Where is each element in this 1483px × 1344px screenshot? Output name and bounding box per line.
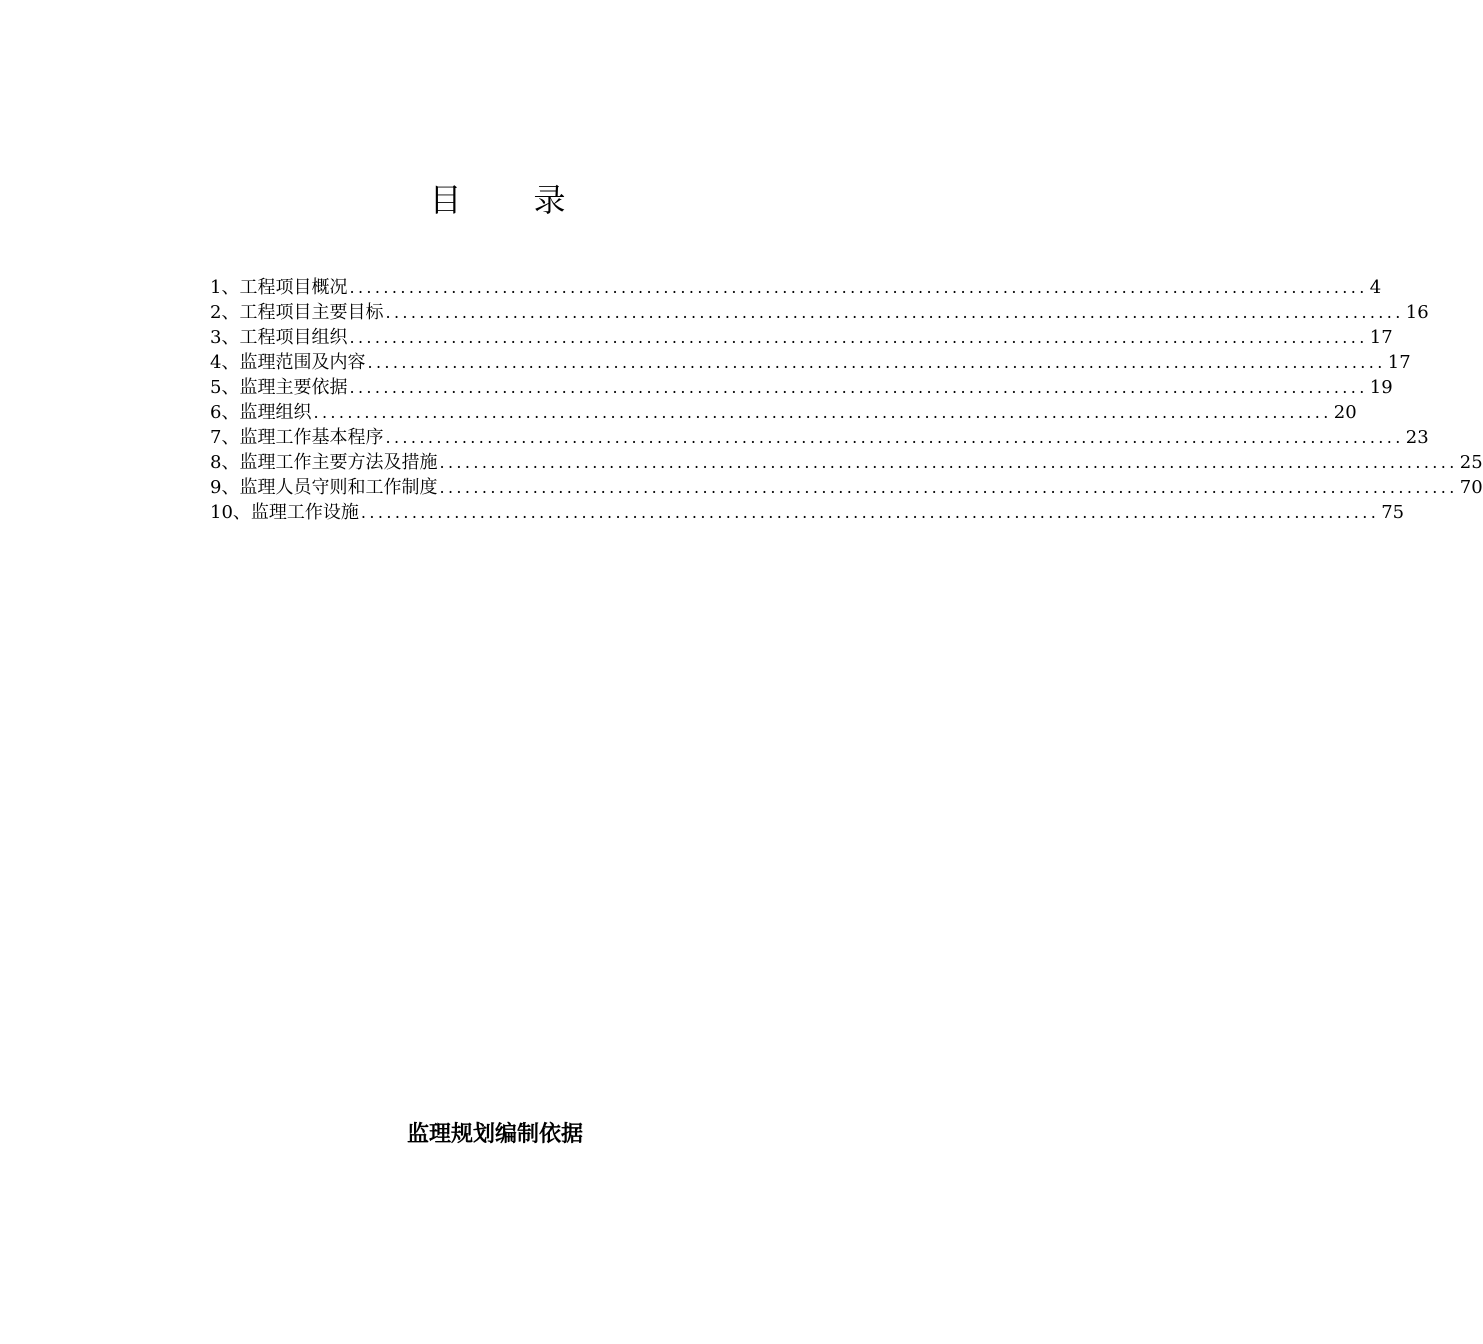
toc-entry-label: 10、监理工作设施 [210, 502, 359, 523]
toc-entry[interactable] [210, 325, 1393, 350]
toc-entry-page: 19 [1369, 377, 1393, 398]
toc-entry-page: 75 [1381, 502, 1405, 523]
toc-title [0, 178, 995, 222]
toc-leader-dots: ........................................................................................................................ [385, 303, 1404, 322]
toc-list [210, 275, 1483, 525]
toc-entry-label: 2、工程项目主要目标 [210, 302, 384, 323]
toc-entry-label: 3、工程项目组织 [210, 327, 348, 348]
toc-entry-page: 23 [1405, 427, 1429, 448]
toc-entry-page: 25 [1459, 452, 1483, 473]
toc-entry[interactable] [210, 375, 1393, 400]
toc-leader-dots: ........................................................................................................................ [385, 428, 1404, 447]
toc-leader-dots: ........................................................................................................................ [439, 478, 1458, 497]
toc-leader-dots: ........................................................................................................................ [349, 378, 1368, 397]
toc-entry[interactable] [210, 450, 1483, 475]
toc-leader-dots: ........................................................................................................................ [349, 328, 1368, 347]
toc-leader-dots: ........................................................................................................................ [439, 453, 1458, 472]
toc-entry-label: 9、监理人员守则和工作制度 [210, 477, 438, 498]
toc-entry-page: 20 [1333, 402, 1357, 423]
toc-entry-label: 8、监理工作主要方法及措施 [210, 452, 438, 473]
toc-entry[interactable] [210, 275, 1382, 300]
toc-entry-label: 6、监理组织 [210, 402, 312, 423]
toc-leader-dots: ........................................................................................................................ [313, 403, 1332, 422]
toc-entry[interactable] [210, 425, 1429, 450]
toc-entry-page: 16 [1405, 302, 1429, 323]
toc-leader-dots: ........................................................................................................................ [349, 278, 1368, 297]
toc-entry-page: 70 [1459, 477, 1483, 498]
toc-entry[interactable] [210, 500, 1405, 525]
toc-entry[interactable] [210, 400, 1357, 425]
toc-entry-label: 5、监理主要依据 [210, 377, 348, 398]
toc-entry-page: 17 [1369, 327, 1393, 348]
toc-title-char-2: 录 [533, 181, 566, 219]
toc-entry[interactable] [210, 350, 1411, 375]
toc-title-char-1: 目 [429, 181, 462, 219]
toc-entry-page: 4 [1369, 277, 1382, 298]
toc-entry[interactable] [210, 475, 1483, 500]
section-heading: 监理规划编制依据 [406, 1122, 583, 1147]
toc-leader-dots: ........................................................................................................................ [367, 353, 1386, 372]
toc-entry[interactable] [210, 300, 1429, 325]
toc-entry-label: 4、监理范围及内容 [210, 352, 366, 373]
toc-entry-page: 17 [1387, 352, 1411, 373]
toc-leader-dots: ........................................................................................................................ [360, 503, 1380, 522]
toc-entry-label: 7、监理工作基本程序 [210, 427, 384, 448]
toc-entry-label: 1、工程项目概况 [210, 277, 348, 298]
